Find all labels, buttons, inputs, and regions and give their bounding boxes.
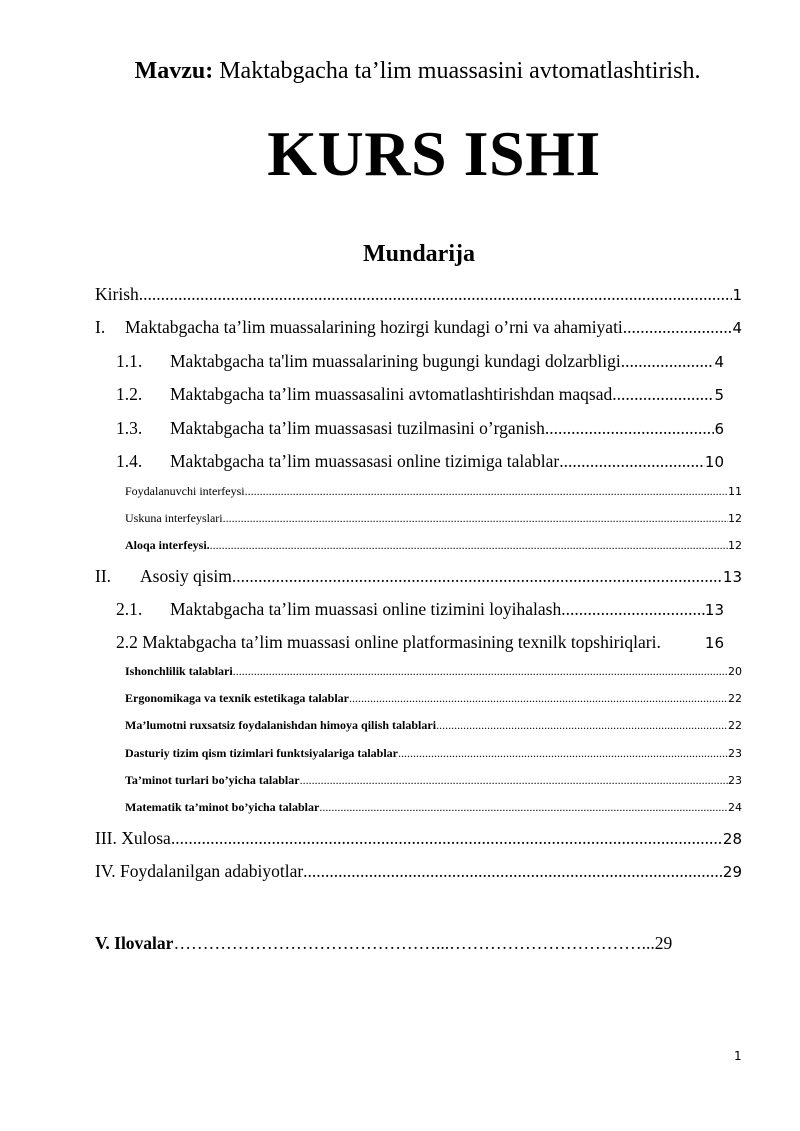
toc-leader: ………………………………………...……………………………... — [173, 933, 655, 953]
toc-leader — [233, 663, 728, 679]
toc-entry-label: Maktabgacha ta’lim muassalarining hozirgi kundagi o’rni va ahamiyati — [125, 317, 623, 337]
toc-entry-hardware-interfaces[interactable] — [125, 510, 742, 527]
toc-leader — [210, 537, 728, 553]
toc-entry-label: V. Ilovalar — [95, 933, 174, 953]
toc-leader — [612, 382, 714, 406]
toc-entry-label: Ma’lumotni ruxsatsiz foydalanishdan himoya qilish talablari — [125, 718, 437, 732]
toc-entry-number: 1.4. — [116, 451, 143, 471]
toc-page-number: 5 — [714, 386, 724, 404]
toc-entry-appendices[interactable] — [95, 931, 725, 955]
toc-entry-label: Maktabgacha ta’lim muassasalini avtomatlashtirishdan maqsad — [170, 384, 613, 404]
toc-page-number: 1 — [732, 286, 742, 304]
toc-entry-user-interface[interactable] — [125, 483, 742, 500]
toc-entry-label: 2.2 Maktabgacha ta’lim muassasi online platformasining texnilk topshiriqlari. — [116, 632, 661, 652]
topic-line — [0, 55, 800, 87]
toc-entry-number: I. — [95, 317, 106, 337]
toc-entry-section-1[interactable] — [95, 315, 742, 340]
toc-entry-label: Ishonchlilik talablari — [125, 664, 233, 678]
toc-entry-label: Dasturiy tizim qism tizimlari funktsiyalariga talablar — [125, 746, 398, 760]
toc-entry-number: II. — [95, 566, 112, 586]
toc-entry-data-protection[interactable] — [125, 717, 742, 734]
toc-entry-label: Maktabgacha ta’lim muassasasi online tizimiga talablar — [170, 451, 560, 471]
toc-page-number: 29 — [722, 863, 742, 881]
toc-entry-2-2[interactable] — [116, 630, 724, 655]
toc-page-number: 23 — [728, 774, 742, 787]
toc-entry-number: 2.1. — [116, 599, 143, 619]
toc-leader — [561, 597, 705, 621]
toc-entry-label: Ergonomikaga va texnik estetikaga talablar — [125, 691, 349, 705]
toc-entry-label: Kirish — [95, 284, 139, 304]
toc-page-number: 13 — [704, 601, 724, 619]
toc-entry-label: Aloqa interfeysi. — [125, 538, 210, 552]
toc-page-number: 20 — [728, 665, 742, 678]
toc-page-number: 4 — [732, 319, 742, 337]
toc-page-number: 12 — [728, 539, 742, 552]
page-number: 1 — [734, 1049, 742, 1063]
toc-leader — [139, 282, 733, 306]
toc-heading: Mundarija — [362, 241, 475, 267]
toc-page-number: 10 — [704, 453, 724, 471]
toc-entry-reliability[interactable] — [125, 663, 742, 680]
toc-entry-1-3[interactable] — [116, 416, 724, 441]
toc-leader — [623, 315, 733, 339]
toc-entry-references[interactable] — [95, 859, 742, 884]
toc-entry-label: Matematik ta’minot bo’yicha talablar — [125, 800, 320, 814]
toc-entry-1-1[interactable] — [116, 349, 724, 374]
toc-entry-math-support[interactable] — [125, 799, 742, 816]
toc-entry-label: Uskuna interfeyslari — [125, 511, 223, 525]
toc-entry-label: Ta’minot turlari bo’yicha talablar — [125, 773, 300, 787]
toc-leader — [436, 717, 728, 733]
toc-page-number: 16 — [704, 634, 724, 652]
toc-leader — [303, 859, 723, 883]
toc-entry-subsystem-functions[interactable] — [125, 745, 742, 762]
toc-entry-label: Maktabgacha ta’lim muassasasi tuzilmasini o’rganish — [170, 418, 545, 438]
toc-page-number: 6 — [714, 420, 724, 438]
toc-entry-1-2[interactable] — [116, 382, 724, 407]
toc-page-number: 4 — [714, 353, 724, 371]
toc-entry-label: Maktabgacha ta’lim muassasi online tizimini loyihalash — [170, 599, 562, 619]
toc-leader — [559, 449, 705, 473]
toc-page-number: 22 — [728, 719, 742, 732]
toc-entry-2-1[interactable] — [116, 597, 724, 622]
toc-page-number: 24 — [728, 801, 742, 814]
toc-page-number: 12 — [728, 512, 742, 525]
topic-text: Maktabgacha ta’lim muassasini avtomatlashtirish. — [213, 58, 701, 84]
toc-leader — [300, 772, 728, 788]
toc-page-number: 22 — [728, 692, 742, 705]
toc-leader — [245, 483, 728, 499]
toc-page-number: 23 — [728, 747, 742, 760]
toc-page-number: 28 — [722, 830, 742, 848]
toc-entry-ergonomics[interactable] — [125, 690, 742, 707]
toc-leader — [349, 690, 728, 706]
toc-entry-number: 1.3. — [116, 418, 143, 438]
toc-leader — [545, 416, 715, 440]
toc-entry-label: Foydalanuvchi interfeysi — [125, 484, 245, 498]
toc-entry-label: Maktabgacha ta'lim muassalarining bugungi kundagi dolzarbligi — [170, 351, 621, 371]
toc-page-number: 13 — [722, 568, 742, 586]
toc-entry-1-4[interactable] — [116, 449, 724, 474]
toc-entry-section-2[interactable] — [95, 564, 742, 589]
toc-entry-label: III. Xulosa — [95, 828, 171, 848]
toc-entry-support-types[interactable] — [125, 772, 742, 789]
toc-entry-number: 1.2. — [116, 384, 143, 404]
toc-entry-kirish[interactable] — [95, 282, 742, 307]
toc-leader — [223, 510, 728, 526]
toc-page-number: 29 — [654, 933, 673, 953]
toc-page-number: 11 — [728, 485, 742, 498]
toc-entry-number: 1.1. — [116, 351, 143, 371]
document-title: KURS ISHI — [267, 118, 601, 189]
toc-leader — [171, 826, 723, 850]
toc-leader — [319, 799, 728, 815]
toc-leader — [232, 564, 723, 588]
toc-entry-conclusion[interactable] — [95, 826, 742, 851]
toc-leader — [621, 349, 715, 373]
toc-entry-label: Asosiy qisim — [140, 566, 232, 586]
toc-entry-label: IV. Foydalanilgan adabiyotlar — [95, 861, 304, 881]
toc-entry-communication-interface[interactable] — [125, 537, 742, 554]
toc-leader — [398, 745, 728, 761]
topic-label: Mavzu: — [134, 58, 214, 84]
